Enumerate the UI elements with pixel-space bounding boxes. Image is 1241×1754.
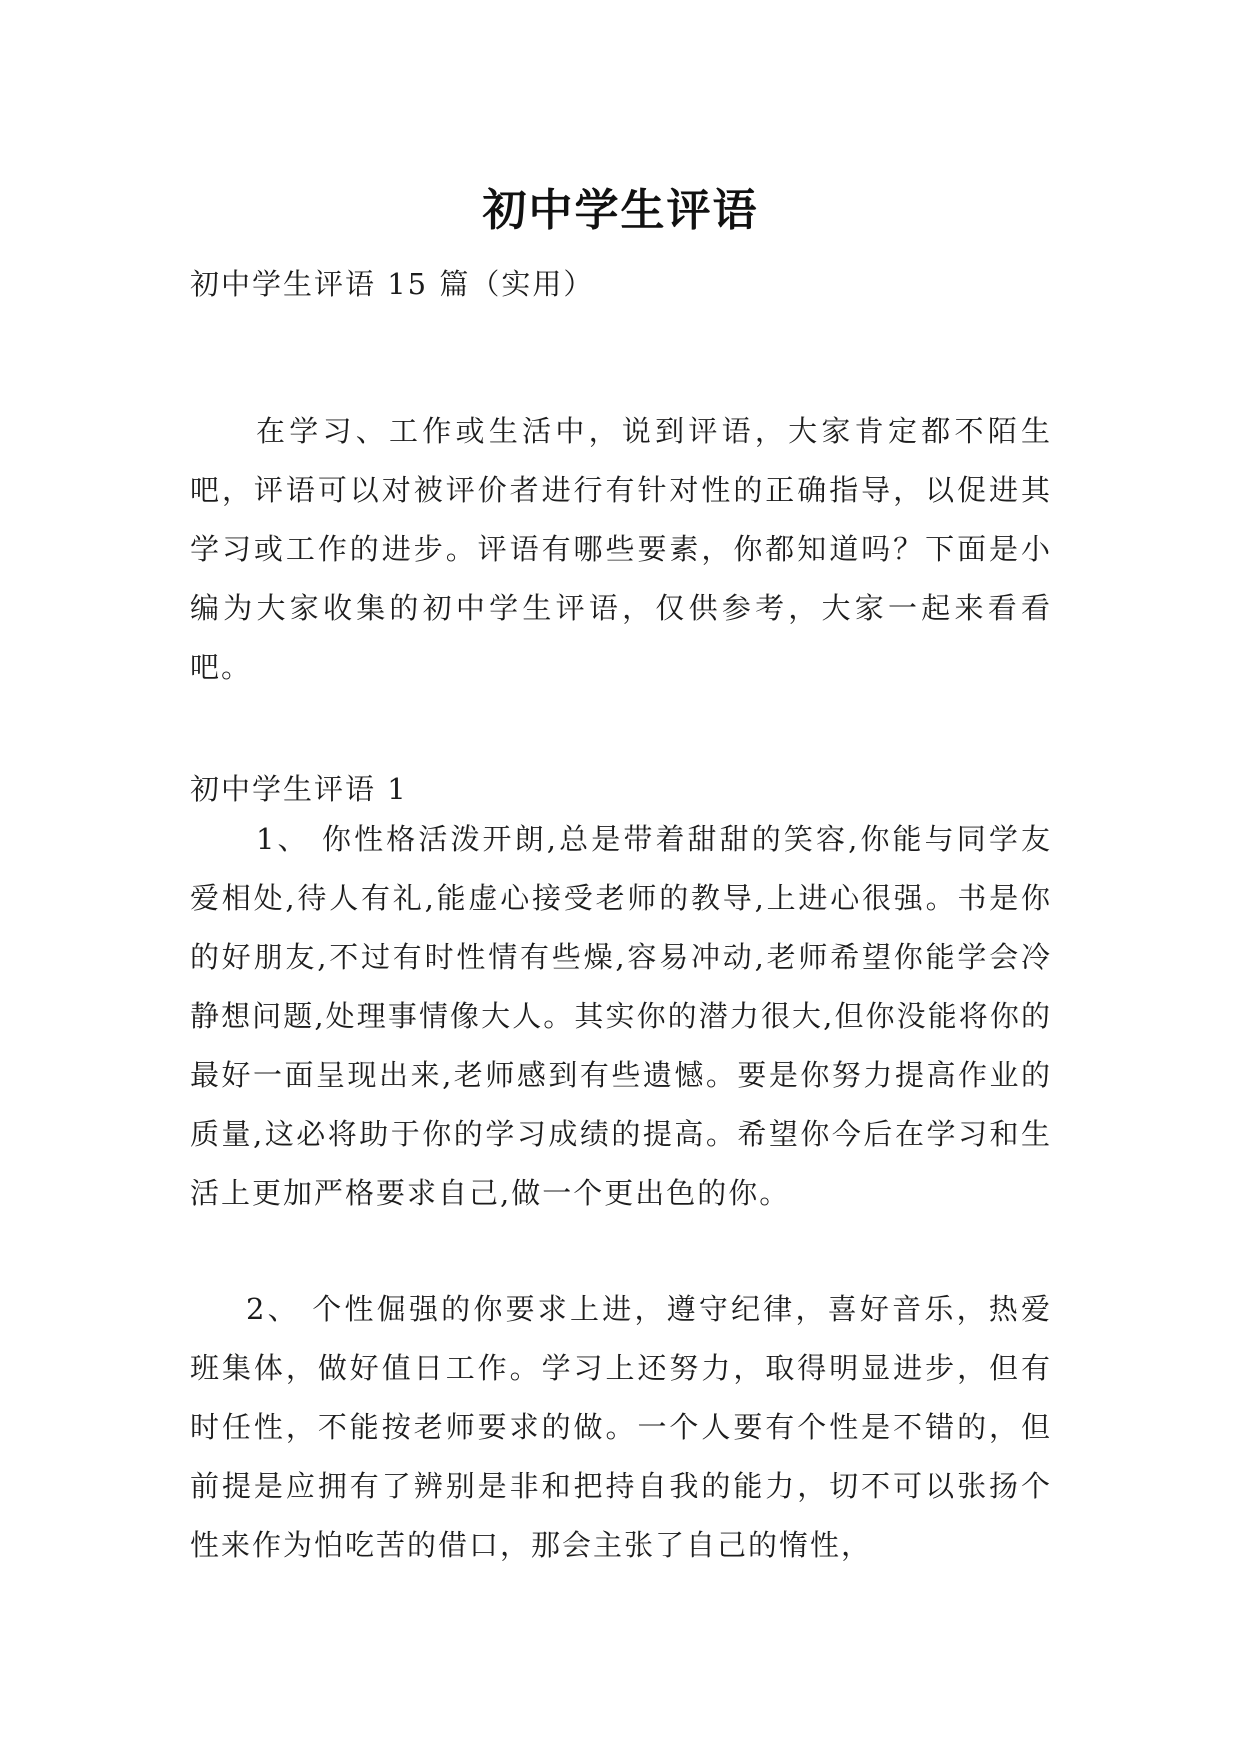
comment-paragraph-2: 2、 个性倔强的你要求上进，遵守纪律，喜好音乐，热爱班集体，做好值日工作。学习上还努力，取得明显进步，但有时任性，不能按老师要求的做。一个人要有个性是不错的，但前提是应拥有了辨别是非和把持自我的能力，切不可以张扬个性来作为怕吃苦的借口，那会主张了自己的惰性， bbox=[190, 1292, 1052, 1562]
comment-paragraph-1: 1、 你性格活泼开朗,总是带着甜甜的笑容,你能与同学友爱相处,待人有礼,能虚心接受老师的教导,上进心很强。书是你的好朋友,不过有时性情有些燥,容易冲动,老师希望你能学会冷静想问题,处理事情像大人。其实你的潜力很大,但你没能将你的最好一面呈现出来,老师感到有些遗憾。要是你努力提高作业的质量,这必将助于你的学习成绩的提高。希望你今后在学习和生活上更加严格要求自己,做一个更出色的你。 bbox=[190, 822, 1052, 1210]
intro-paragraph: 在学习、工作或生活中，说到评语，大家肯定都不陌生吧，评语可以对被评价者进行有针对性的正确指导，以促进其学习或工作的进步。评语有哪些要素，你都知道吗？下面是小编为大家收集的初中学生评语，仅供参考，大家一起来看看吧。 bbox=[190, 414, 1052, 684]
section-heading: 初中学生评语 1 bbox=[190, 772, 408, 806]
document-subtitle: 初中学生评语 15 篇（实用） bbox=[190, 267, 595, 301]
document-title: 初中学生评语 bbox=[482, 185, 759, 237]
